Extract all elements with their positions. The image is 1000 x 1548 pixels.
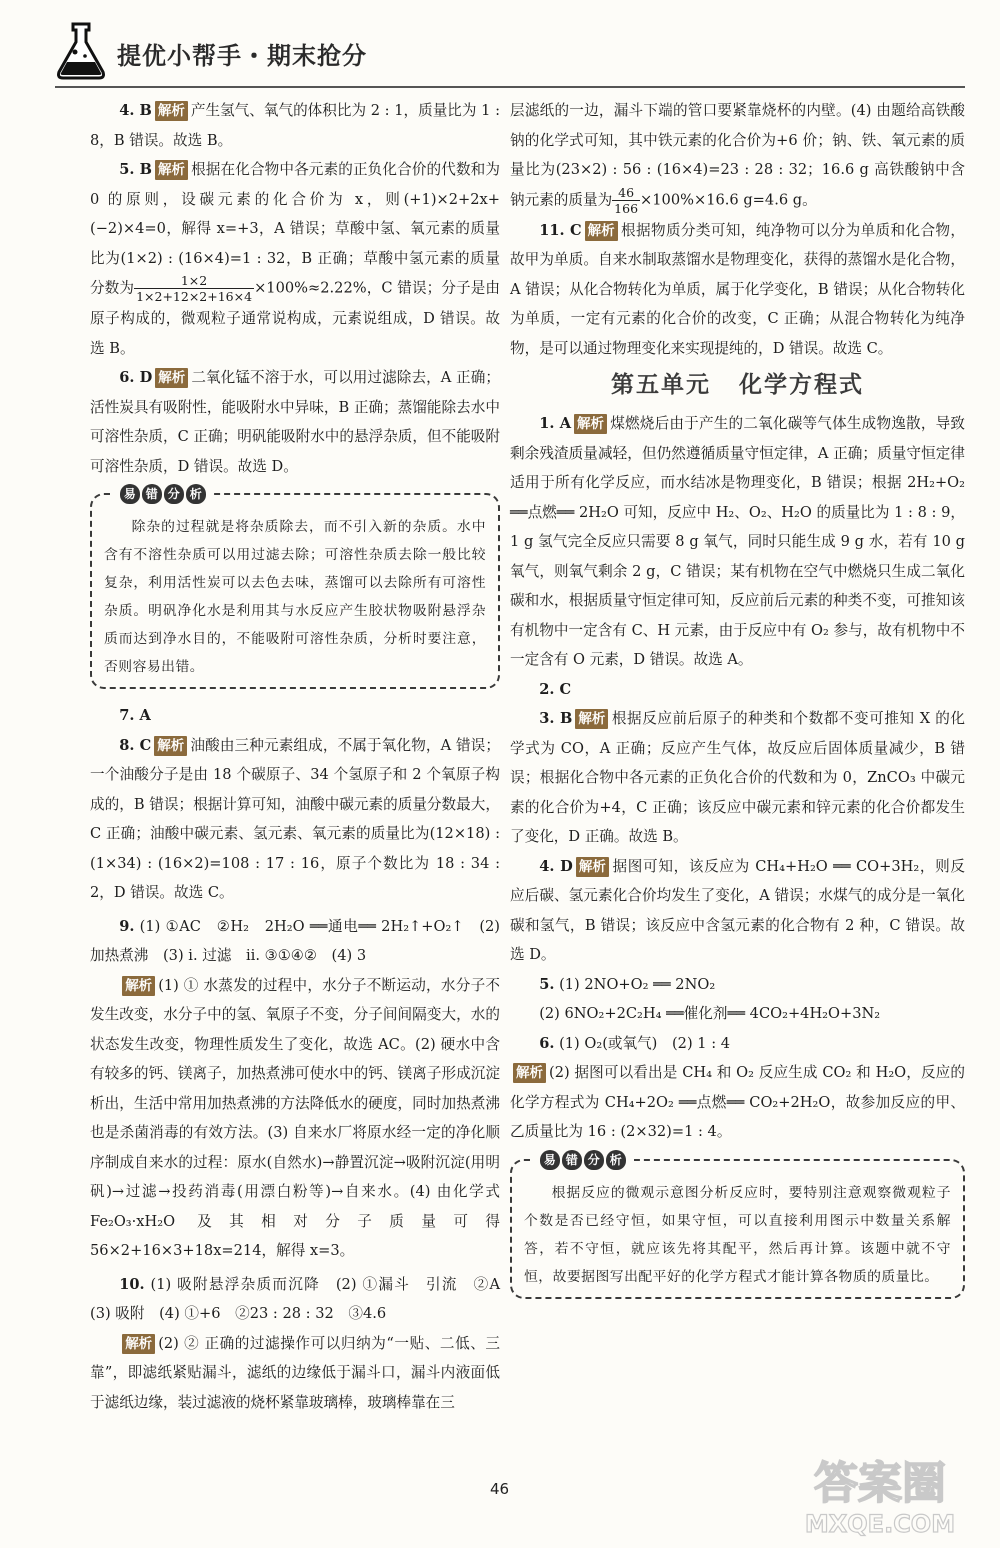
analysis-tag: 解析 [574, 414, 607, 434]
page-number: 46 [490, 1480, 510, 1498]
answer-8: 8. C 解析 油酸由三种元素组成，不属于氧化物，A 错误；一个油酸分子是由 18 个碳原子、34 个氢原子和 2 个氧原子构成的，B 错误；根据计算可知，油酸中碳元素的质量分数最大，C 正确；油酸中碳元素、氢元素、氧元素的质量比为(12×18) : (1×34) : (16×2)=108 : 17 : 16，原子个数比为 18 : 34 : 2，D 错误。故选 C。 [90, 736, 500, 901]
answer-4: 4. B 解析 产生氢气、氧气的体积比为 2 : 1，质量比为 1 : 8，B 错误。故选 B。 [90, 102, 501, 149]
answer-9: 9. (1) ①AC ②H₂ 2H₂O ══通电══ 2H₂↑+O₂↑ (2) 加热煮沸 (3) ⅰ. 过滤 ⅱ. ③①④② (4) 3 [90, 917, 500, 964]
brand-title: 提优小帮手・期末抢分 [117, 42, 367, 70]
watermark-sub: MXQE.COM [804, 1510, 956, 1538]
box-title: 易 错 分 析 [112, 483, 214, 505]
analysis-tag: 解析 [122, 1334, 155, 1354]
error-analysis-box: 易 错 分 析 除杂的过程就是将杂质除去，而不引入新的杂质。水中含有不溶性杂质可以用过滤去除；可溶性杂质去除一般比较复杂，利用活性炭可以去色去味，蒸馏可以去除所有可溶性杂质。明矾净化水是利用其与水反应产生胶状物吸附悬浮杂质而达到净水目的，不能吸附可溶性杂质，分析时要注意，否则容易出错。 [90, 493, 500, 689]
analysis-tag: 解析 [155, 101, 188, 121]
fraction: $\frac{1\times 2}{1\times 2+12\times 2+16\times 4}$ [136, 273, 253, 304]
analysis-tag: 解析 [585, 221, 618, 241]
flask-icon [55, 22, 107, 80]
unit5-answer-3: 3. B 解析 根据反应前后原子的种类和个数都不变可推知 X 的化学式为 CO，A 正确；反应产生气体，故反应后固体质量减少，B 错误；根据化合物中各元素的正负化合价的代数和为 0，ZnCO₃ 中碳元素的化合价为+4，C 正确；该反应中碳元素和锌元素的化合价都发生了变化，D 正确。故选 B。 [510, 710, 966, 845]
answer-11: 11. C 解析 根据物质分类可知，纯净物可以分为单质和化合物，故甲为单质。自来水制取蒸馏水是物理变化，获得的蒸馏水是化合物，A 错误；从化合物转化为单质，属于化学变化，B 错误；从化合物转化为单质，一定有元素的化合价的改变，C 正确；从混合物转化为纯净物，是可以通过物理变化来实现提纯的，D 错误。故选 C。 [510, 221, 965, 357]
analysis-tag: 解析 [513, 1063, 546, 1083]
analysis-tag: 解析 [122, 976, 155, 996]
left-column [90, 96, 515, 1417]
error-analysis-box: 易 错 分 析 根据反应的微观示意图分析反应时，要特别注意观察微观粒子个数是否已经守恒，如果守恒，可以直接利用图示中数量关系解答，若不守恒，就应该先将其配平，然后再计算。该题中就不守恒，故要据图写出配平好的化学方程式才能计算各物质的质量比。 [510, 1159, 965, 1299]
analysis-tag: 解析 [155, 368, 188, 388]
unit5-answer-1: 1. A 解析 煤燃烧后由于产生的二氧化碳等气体生成物逸散，导致剩余残渣质量减轻，但仍然遵循质量守恒定律，A 正确；质量守恒定律适用于所有化学反应，而水结冰是物理变化，B 错误；根据 2H₂+O₂ ══点燃══ 2H₂O 可知，反应中 H₂、O₂、H₂O 的质量比为 1 : 8 : 9，1 g 氢气完全反应只需要 8 g 氧气，同时只能生成 9 g 水，若有 10 g 氧气，则氧气剩余 2 g，C 错误；某有机物在空气中燃烧只生成二氧化碳和水，根据质量守恒定律可知，反应前后元素的种类不变，可推知该有机物中一定含有 C、H 元素，由于反应中有 O₂ 参与，故有机物中不一定含有 O 元素，D 错误。故选 A。 [510, 415, 965, 668]
answer-6: 6. D 解析 二氧化锰不溶于水，可以用过滤除去，A 正确；活性炭具有吸附性，能吸附水中异味，B 正确；蒸馏能除去水中可溶性杂质，C 正确；明矾能吸附水中的悬浮杂质，但不能吸附可溶性杂质，D 错误。故选 D。 [90, 369, 500, 475]
fraction: $\frac{46}{166}$ [614, 184, 639, 216]
analysis-tag: 解析 [155, 160, 188, 180]
analysis-10-continued: 层滤纸的一边，漏斗下端的管口要紧靠烧杯的内壁。(4) 由题给高铁酸钠的化学式可知，其中铁元素的化合价为+6 价；钠、铁、氧元素的质量比为(23×2) : 56 : (16×4)=23 : 28 : 32；16.6 g 高铁酸钠中含钠元素的质量为 $\frac{46}{166}$ ×100%×16.6 g=4.6 g。 [510, 102, 965, 216]
analysis-tag: 解析 [575, 709, 608, 729]
answer-10: 10. (1) 吸附悬浮杂质而沉降 (2) ①漏斗 引流 ②A (3) 吸附 (4) ①+6 ②23 : 28 : 32 ③4.6 [90, 1275, 515, 1322]
answer-5: 5. B 解析 根据在化合物中各元素的正负化合价的代数和为 0 的原则，设碳元素的化合价为 x，则(+1)×2+2x+(−2)×4=0，解得 x=+3，A 错误；草酸中氢、氧元素的质量比为(1×2) : (16×4)=1 : 32，B 正确；草酸中氢元素的质量分数为 $\frac{1\times 2}{1\times 2+12\times 2+16\times 4}$ ×100%≈2.22%，C 错误；分子是由原子构成的，微观粒子通常说构成，元素说组成，D 错误。故选 B。 [90, 161, 500, 357]
analysis-10: 解析 (2) ② 正确的过滤操作可以归纳为“一贴、二低、三靠”，即滤纸紧贴漏斗，滤纸的边缘低于漏斗口，漏斗内液面低于滤纸边缘，装过滤液的烧杯紧靠玻璃棒，玻璃棒靠在三 [90, 1334, 500, 1411]
unit5-answer-4: 4. D 解析 据图可知，该反应为 CH₄+H₂O ══ CO+3H₂，则反应后碳、氢元素化合价均发生了变化，A 错误；水煤气的成分是一氧化碳和氢气，B 错误；该反应中含氢元素的化合物有 2 种，C 错误。故选 D。 [510, 857, 965, 963]
box-title: 易 错 分 析 [532, 1149, 634, 1171]
analysis-9: 解析 (1) ① 水蒸发的过程中，水分子不断运动，水分子不发生改变，水分子中的氢、氧原子不变，分子间间隔变大，水的状态发生改变，物理性质发生了变化，故选 AC。(2) 硬水中含有较多的钙、镁离子，加热煮沸可使水中的钙、镁离子形成沉淀析出，生活中常用加热煮沸的方法降低水的硬度，同时加热煮沸也是杀菌消毒的有效方法。(3) 自来水厂将原水经一定的净化顺序制成自来水的过程：原水(自然水)→静置沉淀→吸附沉淀(用明矾)→过滤→投药消毒(用漂白粉等)→自来水。(4) 由化学式 Fe₂O₃·xH₂O 及其相对分子质量可得 56×2+16×3+18x=214，解得 x=3。 [90, 976, 500, 1259]
unit5-answer-2: 2. C [539, 680, 572, 698]
watermark-text: 答案圈 [814, 1458, 946, 1509]
unit5-answer-5-line2: (2) 6NO₂+2C₂H₄ ══催化剂══ 4CO₂+4H₂O+3N₂ [539, 1005, 881, 1022]
header-rule [55, 86, 965, 88]
analysis-tag: 解析 [154, 736, 187, 756]
unit5-answer-6: 6. (1) O₂(或氧气) (2) 1 : 4 [539, 1034, 731, 1052]
unit5-answer-5: 5. (1) 2NO+O₂ ══ 2NO₂ [539, 975, 716, 993]
right-column [510, 96, 965, 1311]
answer-7: 7. A [119, 707, 151, 724]
watermark-logo [780, 1440, 980, 1540]
page-header [55, 22, 965, 84]
unit-title: 第五单元 化学方程式 [611, 372, 864, 398]
unit5-analysis-6: 解析 (2) 据图可以看出是 CH₄ 和 O₂ 反应生成 CO₂ 和 H₂O，反应的化学方程式为 CH₄+2O₂ ══点燃══ CO₂+2H₂O，故参加反应的甲、乙质量比为 16 : (2×32)=1 : 4。 [510, 1064, 965, 1140]
analysis-tag: 解析 [576, 857, 609, 877]
